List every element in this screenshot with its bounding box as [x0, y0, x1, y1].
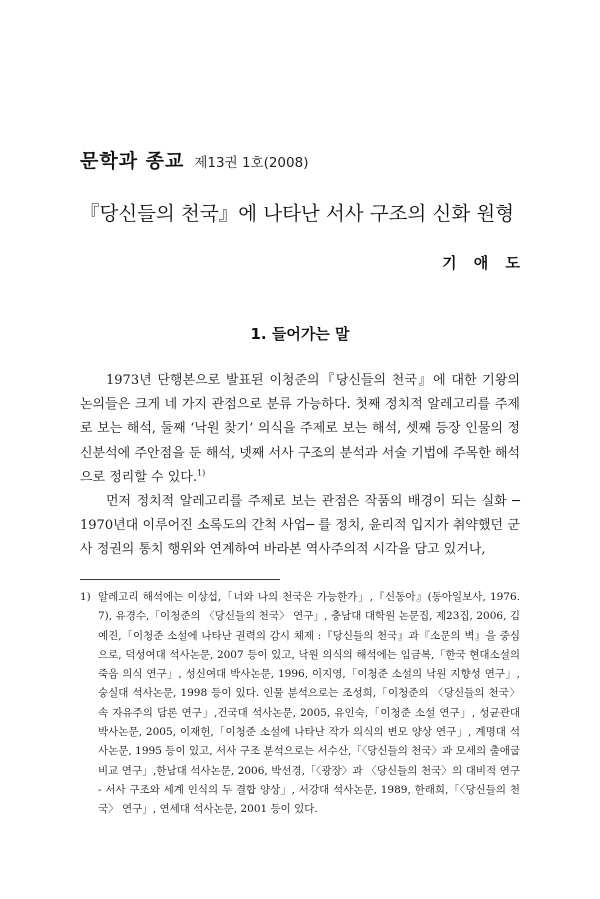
- journal-name: 문학과 종교: [80, 150, 185, 172]
- footnote-reference: 1): [197, 468, 206, 478]
- journal-issue: 제13권 1호(2008): [194, 155, 309, 171]
- journal-header: [80, 146, 308, 173]
- footnote: [80, 588, 520, 820]
- footnote-divider: [80, 579, 280, 580]
- article-title: 『당신들의 천국』에 나타난 서사 구조의 신화 원형: [80, 202, 515, 225]
- body-text: [80, 369, 520, 563]
- paragraph-2: 먼저 정치적 알레고리를 주제로 보는 관점은 작품의 배경이 되는 실화 ─ 1970년대 이루어진 소록도의 간척 사업─ 를 정치, 윤리적 입지가 취약했던 군사 정권의 통치 행위와 연계하여 바라본 역사주의적 시각을 담고 있거나,: [80, 494, 520, 558]
- paragraph-1-text: 1973년 단행본으로 발표된 이청준의『당신들의 천국』에 대한 기왕의 논의들은 크게 네 가지 관점으로 분류 가능하다. 첫째 정치적 알레고리를 주제로 보는 해석, 둘째 ‘낙원 찾기’ 의식을 주제로 보는 해석, 셋째 등장 인물의 정신분석에 주안점을 둔 해석, 넷째 서사 구조의 분석과 서술 기법에 주목한 해석으로 정리할 수 있다.: [80, 373, 520, 485]
- paragraph-1: [80, 369, 520, 490]
- article-author: 기 애 도: [442, 254, 526, 272]
- footnote-number: 1): [80, 591, 91, 603]
- footnote-text: 알레고리 해석에는 이상섭,「너와 나의 천국은 가능한가」,『신동아』(동아일보사, 1976. 7), 유경수,「이청준의 〈당신들의 천국〉 연구」, 충남대 대학원 논문집, 제23집, 2006, 김예진,「이청준 소설에 나타난 권력의 감시 체제 :『당신들의 천국』과『소문의 벽』을 중심으로, 덕성여대 석사논문, 2007 등이 있고, 낙원 의식의 해석에는 임금복,「한국 현대소설의 죽음 의식 연구」, 성신여대 박사논문, 1996, 이지영,「이청준 소설의 낙원 지향성 연구」, 숭실대 석사논문, 1998 등이 있다. 인물 분석으로는 조성희,「이청준의 〈당신들의 천국〉 속 자유주의 담론 연구」,건국대 석사논문, 2005, 유인숙,「이청준 소설 연구」, 성균관대 박사논문, 2005, 이재헌,「이청준 소설에 나타난 작가 의식의 변모 양상 연구」, 계명대 석사논문, 1995 등이 있고, 서사 구조 분석으로는 서수산,「〈당신들의 천국〉과 모세의 출애굽 비교 연구」,한남대 석사논문, 2006, 박선경,「〈광장〉과 〈당신들의 천국〉의 대비적 연구 - 서사 구조와 세계 인식의 두 결합 양상」, 서강대 석사논문, 1989, 한래희,「〈당신들의 천국〉 연구」, 연세대 석사논문, 2001 등이 있다.: [98, 591, 520, 816]
- section-heading: 1. 들어가는 말: [250, 325, 350, 343]
